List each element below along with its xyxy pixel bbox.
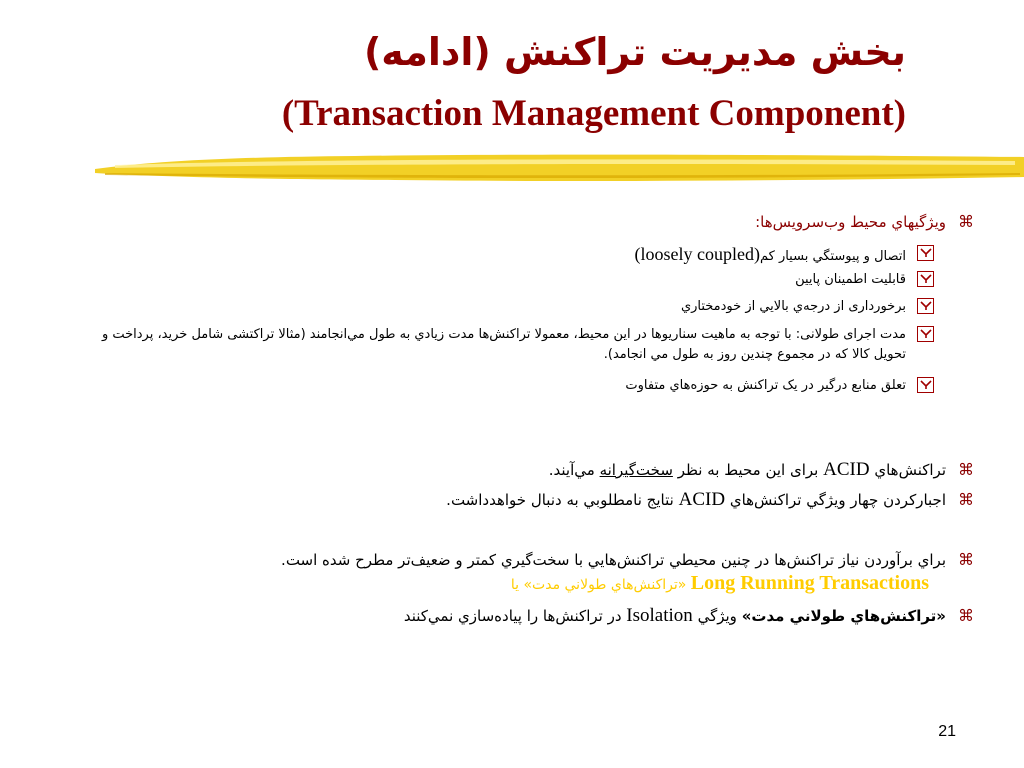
- text-part: تراكنش‌هاي: [874, 461, 946, 479]
- bold-term: «تراكنش‌هاي طولاني مدت»: [741, 607, 946, 625]
- list-item: [795, 270, 934, 290]
- isolation-line: [404, 604, 974, 628]
- text-part: برای اين محيط به نظر: [677, 461, 819, 479]
- slide-title-english: (Transaction Management Component): [281, 93, 906, 134]
- command-icon: ⌘: [958, 460, 974, 479]
- acid-enforcement-line: [446, 488, 974, 512]
- heading-text: ويژگيهاي محيط وب‌سرويس‌ها:: [755, 213, 946, 231]
- text-part: مي‌آيند.: [548, 461, 595, 479]
- acid-term: ACID: [678, 489, 726, 510]
- item-text: قابليت اطمينان پايين: [795, 272, 906, 287]
- list-item: [681, 297, 934, 317]
- checkbox-y-icon: [917, 326, 934, 342]
- lrt-english: Long Running Transactions: [690, 572, 929, 594]
- acid-term: ACID: [823, 459, 870, 480]
- checkbox-y-icon: [917, 377, 934, 393]
- text-part: ويژگي: [697, 607, 737, 625]
- list-item: [625, 376, 934, 396]
- list-item: [76, 325, 934, 365]
- decorative-brush-stroke: [95, 147, 1024, 187]
- text-part: در تراكنش‌ها را پياده‌سازي نمي‌كنند: [403, 607, 622, 625]
- item-text: مدت اجرای طولانی: با توجه به ماهيت سناريوها در اين محيط، معمولا تراكنش‌ها مدت زيادي به طول مي‌انجامند (مثالا تراكتشی شامل خريد، پرداخت و تحويل كالا كه در مجموع چندين روز به طول مي انجامد).: [101, 327, 906, 362]
- command-icon: ⌘: [958, 606, 974, 625]
- item-text: تعلق منابع درگير در يک تراكنش به حوزه‌هاي متفاوت: [625, 378, 906, 393]
- lrt-persian: «تراكنش‌هاي طولاني مدت» يا: [510, 577, 687, 593]
- long-running-transactions-label: [511, 572, 929, 595]
- checkbox-y-icon: [917, 298, 934, 314]
- slide-title-persian: بخش مديريت تراكنش (ادامه): [363, 30, 906, 74]
- command-icon: ⌘: [958, 490, 974, 509]
- heading-web-services-features: [755, 212, 974, 232]
- checkbox-y-icon: [917, 271, 934, 287]
- item-text: اتصال و پيوستگي بسيار كم: [759, 249, 906, 264]
- underlined-term: سخت‌گيرانه: [599, 461, 673, 479]
- checkbox-y-icon: [917, 245, 934, 261]
- item-english: (loosely coupled): [634, 244, 760, 264]
- list-item: [635, 244, 935, 267]
- item-text: برخورداری از درجه‌ي بالايي از خودمختاري: [680, 299, 906, 314]
- acid-strict-line: [549, 458, 974, 482]
- text-part: براي برآوردن نياز تراكنش‌ها در چنين محيطي تراكنش‌هايي با سخت‌گيري كمتر و ضعيف‌تر مطرح شده است.: [281, 551, 946, 569]
- text-part: اجباركردن چهار ويژگي تراكنش‌هاي: [729, 491, 946, 509]
- isolation-term: Isolation: [626, 605, 693, 626]
- page-number: 21: [938, 723, 956, 740]
- relaxed-transactions-line: [281, 548, 974, 572]
- command-icon: ⌘: [958, 212, 974, 231]
- command-icon: ⌘: [958, 550, 974, 569]
- text-part: نتايج نامطلوبي به دنبال خواهدداشت.: [446, 491, 674, 509]
